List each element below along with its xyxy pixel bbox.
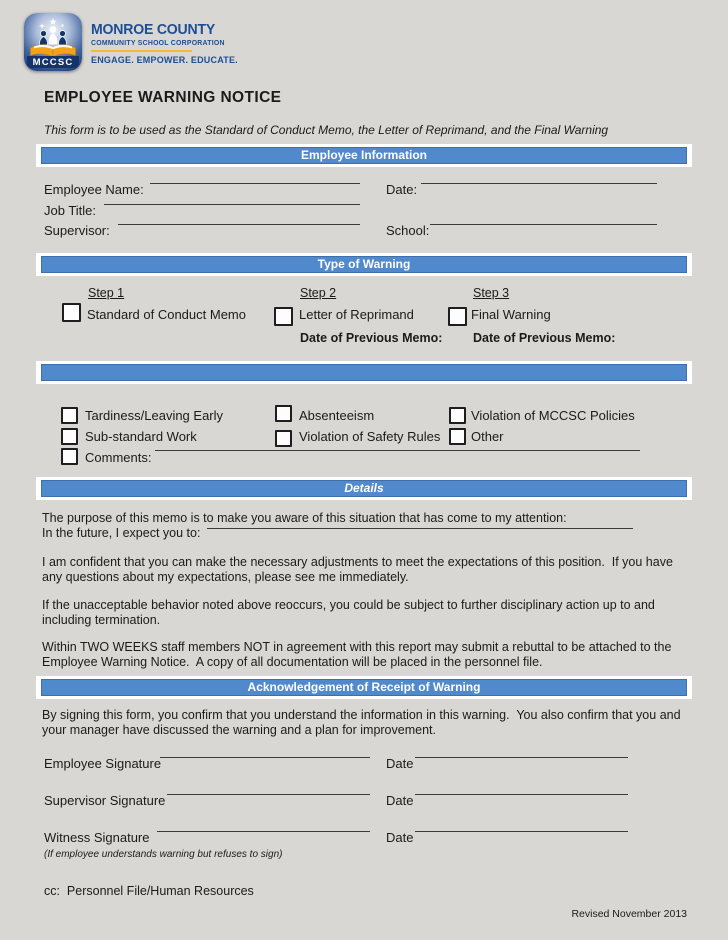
checkbox-violation-mccsc-policies[interactable]: [449, 407, 466, 424]
step3-prev-memo-label: Date of Previous Memo:: [473, 331, 616, 345]
section-bar-reason: [36, 361, 692, 384]
employee-name-label: Employee Name:: [44, 182, 144, 197]
section-bar-acknowledgement: [36, 676, 692, 699]
job-title-label: Job Title:: [44, 203, 97, 218]
tardiness-label: Tardiness/Leaving Early: [85, 408, 224, 423]
purpose-paragraph: The purpose of this memo is to make you aware of this situation that has come to my attention:: [42, 511, 567, 525]
witness-note: (If employee understands warning but refuses to sign): [44, 849, 283, 860]
step1-heading: Step 1: [88, 286, 125, 300]
date-line[interactable]: [421, 168, 657, 184]
date-label: Date:: [386, 182, 418, 197]
witness-sig-date-label: Date: [386, 830, 414, 845]
school-label: School:: [386, 223, 430, 238]
revision-note: Revised November 2013: [571, 908, 687, 920]
employee-signature-label: Employee Signature: [44, 756, 162, 771]
logo-gold-rule: [91, 50, 192, 52]
acknowledgement-paragraph: By signing this form, you confirm that you understand the information in this warning. You also confirm that you and your manager have discussed the warning and a plan for improvement.: [42, 708, 685, 737]
job-title-line[interactable]: [104, 189, 360, 205]
supervisor-label: Supervisor:: [44, 223, 110, 238]
violation-safety-rules-label: Violation of Safety Rules: [299, 429, 441, 444]
section-header-type-of-warning: Type of Warning: [41, 256, 687, 273]
future-expect-line[interactable]: [207, 513, 633, 529]
supervisor-signature-line[interactable]: [167, 779, 370, 795]
step2-heading: Step 2: [300, 286, 337, 300]
section-header-acknowledgement: Acknowledgement of Receipt of Warning: [41, 679, 687, 696]
witness-signature-label: Witness Signature: [44, 830, 150, 845]
comments-line[interactable]: [155, 435, 640, 451]
letter-of-reprimand-label: Letter of Reprimand: [299, 307, 414, 322]
cc-line: cc: Personnel File/Human Resources: [44, 884, 254, 898]
supervisor-line[interactable]: [118, 209, 360, 225]
future-expect-label: In the future, I expect you to:: [42, 526, 201, 540]
checkbox-comments[interactable]: [61, 448, 78, 465]
section-bar-employee-information: [36, 144, 692, 167]
checkbox-tardiness[interactable]: [61, 407, 78, 424]
employee-signature-line[interactable]: [160, 742, 370, 758]
employee-sig-date-line[interactable]: [415, 742, 628, 758]
section-header-employee-information: Employee Information: [41, 147, 687, 164]
other-label: Other: [471, 429, 504, 444]
supervisor-sig-date-line[interactable]: [415, 779, 628, 795]
school-line[interactable]: [430, 209, 657, 225]
witness-sig-date-line[interactable]: [415, 816, 628, 832]
mccsc-logo-icon: [24, 13, 82, 71]
comments-label: Comments:: [85, 450, 152, 465]
section-header-reason: [41, 364, 687, 381]
checkbox-final-warning[interactable]: [448, 307, 467, 326]
checkbox-letter-of-reprimand[interactable]: [274, 307, 293, 326]
checkbox-absenteeism[interactable]: [275, 405, 292, 422]
checkbox-standard-of-conduct-memo[interactable]: [62, 303, 81, 322]
svg-text:MCCSC: MCCSC: [32, 57, 74, 68]
mccsc-logo: [24, 13, 238, 71]
section-header-details: Details: [41, 480, 687, 497]
logo-org-sub: COMMUNITY SCHOOL CORPORATION: [91, 40, 225, 47]
final-warning-label: Final Warning: [471, 307, 551, 322]
rebuttal-paragraph: Within TWO WEEKS staff members NOT in agreement with this report may submit a rebuttal to be attached to the Employee Warning Notice. A copy of all documentation will be placed in the personnel file.: [42, 640, 675, 669]
violation-mccsc-policies-label: Violation of MCCSC Policies: [471, 408, 635, 423]
absenteeism-label: Absenteeism: [299, 408, 375, 423]
substandard-work-label: Sub-standard Work: [85, 429, 197, 444]
section-bar-type-of-warning: [36, 253, 692, 276]
checkbox-substandard-work[interactable]: [61, 428, 78, 445]
standard-of-conduct-memo-label: Standard of Conduct Memo: [87, 307, 246, 322]
logo-org-name: MONROE COUNTY: [91, 22, 216, 38]
step3-heading: Step 3: [473, 286, 510, 300]
page-title: EMPLOYEE WARNING NOTICE: [44, 89, 282, 106]
employee-sig-date-label: Date: [386, 756, 414, 771]
behavior-paragraph: If the unacceptable behavior noted above reoccurs, you could be subject to further disciplinary action up to and including termination.: [42, 598, 659, 627]
confident-paragraph: I am confident that you can make the necessary adjustments to meet the expectations of this position. If you have any questions about my expectations, please see me immediately.: [42, 555, 677, 584]
logo-tagline: ENGAGE. EMPOWER. EDUCATE.: [91, 55, 238, 65]
supervisor-sig-date-label: Date: [386, 793, 414, 808]
employee-name-line[interactable]: [150, 168, 360, 184]
form-intro: This form is to be used as the Standard of Conduct Memo, the Letter of Reprimand, and the Final Warning: [44, 123, 609, 137]
section-bar-details: [36, 477, 692, 500]
supervisor-signature-label: Supervisor Signature: [44, 793, 166, 808]
step2-prev-memo-label: Date of Previous Memo:: [300, 331, 443, 345]
witness-signature-line[interactable]: [157, 816, 370, 832]
